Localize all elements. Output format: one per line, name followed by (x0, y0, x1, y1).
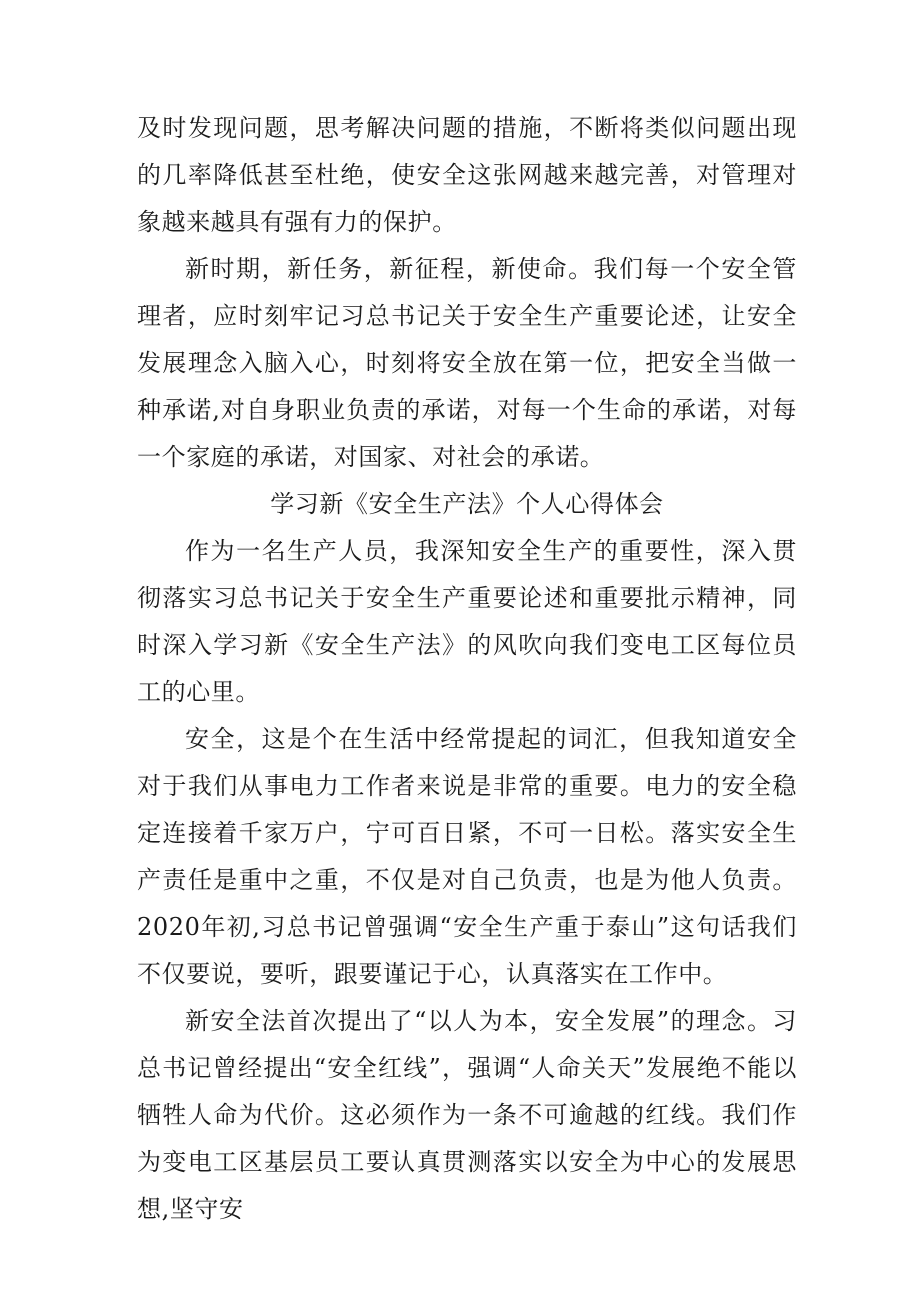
paragraph-intro: 作为一名生产人员，我深知安全生产的重要性，深入贯彻落实习总书记关于安全生产重要论述和重要批示精神，同时深入学习新《安全生产法》的风吹向我们变电工区每位员工的心里。 (137, 537, 797, 706)
paragraph-safety-importance: 安全，这是个在生活中经常提起的词汇，但我知道安全对于我们从事电力工作者来说是非常的重要。电力的安全稳定连接着千家万户，宁可百日紧，不可一日松。落实安全生产责任是重中之重，不仅是对自己负责，也是为他人负责。2020年初,习总书记曾强调“安全生产重于泰山”这句话我们不仅要说，要听，跟要谨记于心，认真落实在工作中。 (137, 725, 797, 988)
section-title: 学习新《安全生产法》个人心得体会 (270, 490, 664, 518)
paragraph-new-safety-law: 新安全法首次提出了“以人为本，安全发展”的理念。习总书记曾经提出“安全红线”，强调“人命关天”发展绝不能以牺牲人命为代价。这必须作为一条不可逾越的红线。我们作为变电工区基层员工要认真贯测落实以安全为中心的发展思想,坚守安 (137, 1007, 797, 1223)
document-body (137, 105, 797, 1233)
paragraph-continuation: 及时发现问题，思考解决问题的措施，不断将类似问题出现的几率降低甚至杜绝，使安全这张网越来越完善，对管理对象越来越具有强有力的保护。 (137, 114, 797, 236)
paragraph-new-era: 新时期，新任务，新征程，新使命。我们每一个安全管理者，应时刻牢记习总书记关于安全生产重要论述，让安全发展理念入脑入心，时刻将安全放在第一位，把安全当做一种承诺,对自身职业负责的承诺，对每一个生命的承诺，对每一个家庭的承诺，对国家、对社会的承诺。 (137, 255, 797, 471)
